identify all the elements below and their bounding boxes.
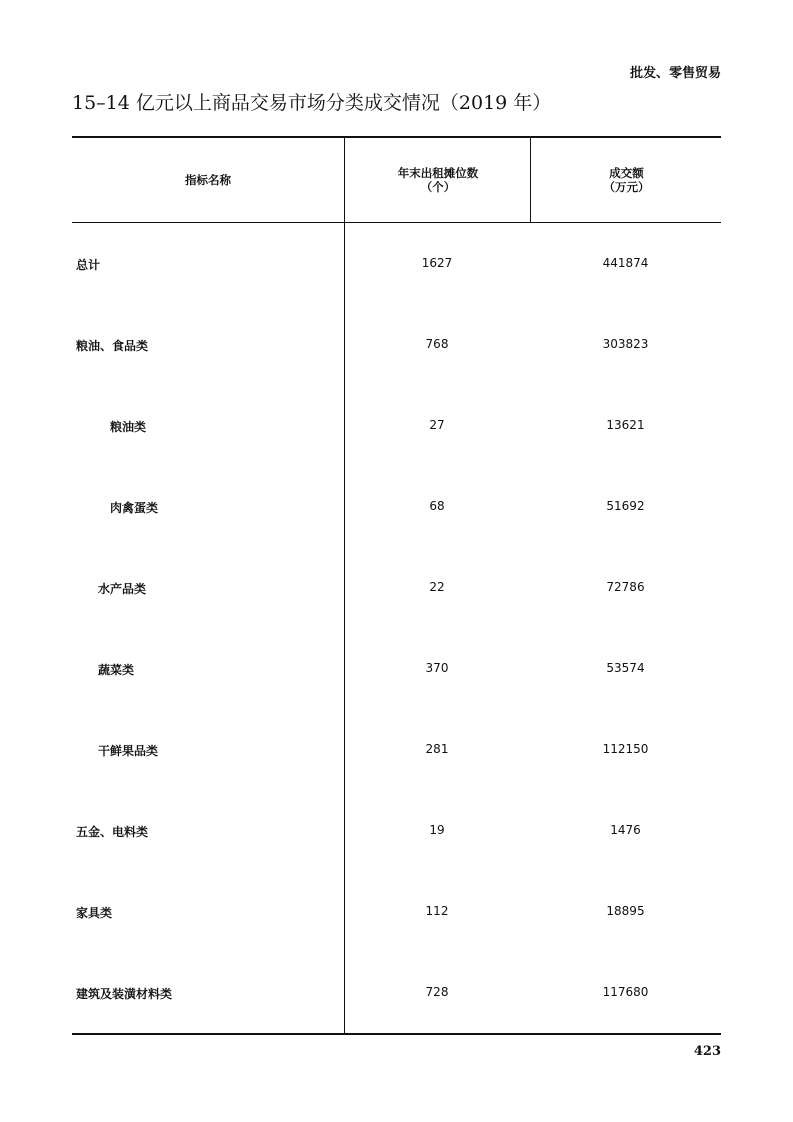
row-turnover: 117680 — [602, 985, 649, 999]
row-stalls: 19 — [429, 823, 445, 837]
bottom-rule — [72, 1033, 721, 1035]
row-stalls: 68 — [429, 499, 445, 513]
table-row — [72, 985, 721, 1005]
header-unit: （万元） — [603, 180, 650, 194]
header-line: 指标名称 — [185, 173, 231, 187]
row-turnover: 112150 — [602, 742, 649, 756]
header-line: 成交额 — [609, 166, 644, 180]
table-header — [72, 138, 721, 223]
table-body — [72, 223, 721, 1033]
row-name: 水产品类 — [98, 582, 147, 596]
row-turnover: 13621 — [606, 418, 645, 432]
row-name: 粮油类 — [110, 420, 147, 434]
table-row — [72, 499, 721, 519]
row-name: 五金、电料类 — [76, 825, 149, 839]
row-turnover: 1476 — [610, 823, 641, 837]
row-name: 家具类 — [76, 906, 113, 920]
row-name: 干鲜果品类 — [98, 744, 159, 758]
row-turnover: 53574 — [606, 661, 645, 675]
row-stalls: 370 — [425, 661, 449, 675]
header-stalls — [344, 138, 531, 222]
header-unit: （个） — [420, 180, 456, 194]
data-table — [72, 136, 721, 1035]
row-stalls: 22 — [429, 580, 445, 594]
section-header: 批发、零售贸易 — [629, 66, 721, 81]
row-stalls: 27 — [429, 418, 445, 432]
table-row — [72, 580, 721, 600]
row-name: 总计 — [76, 258, 101, 272]
row-turnover: 18895 — [606, 904, 645, 918]
header-line: 年末出租摊位数 — [397, 166, 479, 180]
row-turnover: 441874 — [602, 256, 649, 270]
row-name: 建筑及装潢材料类 — [76, 987, 173, 1001]
row-turnover: 303823 — [602, 337, 649, 351]
page-number: 423 — [693, 1044, 721, 1059]
row-stalls: 768 — [425, 337, 449, 351]
table-row — [72, 418, 721, 438]
table-row — [72, 256, 721, 276]
row-stalls: 112 — [425, 904, 449, 918]
header-indicator-name — [72, 138, 344, 222]
table-row — [72, 337, 721, 357]
row-name: 蔬菜类 — [98, 663, 135, 677]
page-title: 15–14 亿元以上商品交易市场分类成交情况（2019 年） — [72, 92, 552, 114]
header-turnover — [530, 138, 722, 222]
row-stalls: 728 — [425, 985, 449, 999]
row-name: 肉禽蛋类 — [110, 501, 159, 515]
table-row — [72, 742, 721, 762]
row-turnover: 72786 — [606, 580, 645, 594]
table-row — [72, 904, 721, 924]
row-stalls: 1627 — [421, 256, 453, 270]
row-stalls: 281 — [425, 742, 449, 756]
table-row — [72, 823, 721, 843]
row-turnover: 51692 — [606, 499, 645, 513]
table-row — [72, 661, 721, 681]
row-name: 粮油、食品类 — [76, 339, 149, 353]
